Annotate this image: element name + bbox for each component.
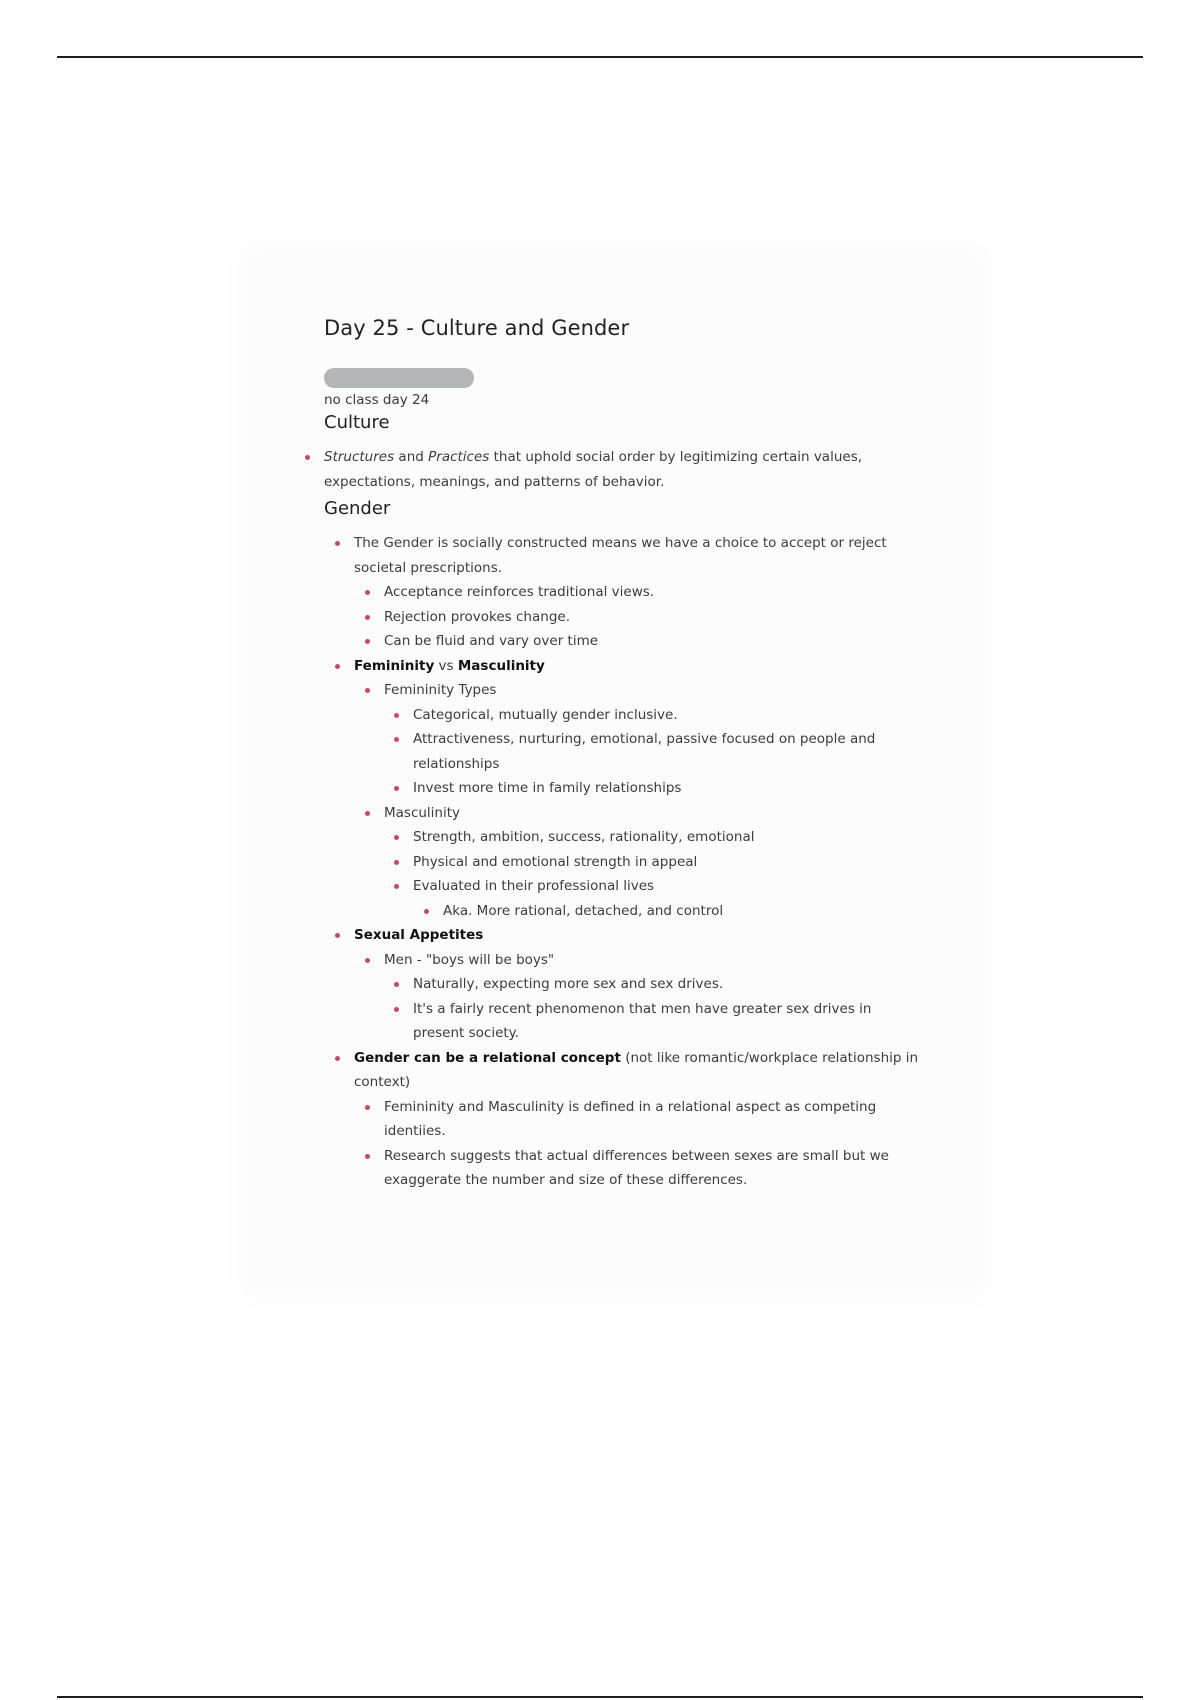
list-text: It's a fairly recent phenomenon that men have greater sex drives in present society. xyxy=(413,1000,872,1041)
bullet-icon xyxy=(365,1154,370,1159)
list-text: Men - "boys will be boys" xyxy=(384,951,555,968)
heading-gender: Gender xyxy=(324,498,391,519)
bullet-icon xyxy=(394,982,399,987)
list-item xyxy=(443,899,924,924)
bullet-icon xyxy=(394,884,399,889)
sub-list xyxy=(384,678,924,923)
list-text: Strength, ambition, success, rationality, emotional xyxy=(413,829,755,845)
bullet-icon xyxy=(365,811,370,816)
culture-list xyxy=(324,445,924,494)
list-text: Evaluated in their professional lives xyxy=(413,878,655,894)
list-item xyxy=(384,1095,924,1144)
list-item xyxy=(324,445,924,494)
list-item xyxy=(413,997,924,1046)
sub-list xyxy=(443,899,924,924)
list-item xyxy=(354,923,924,1046)
list-text: and xyxy=(394,449,429,465)
bullet-icon xyxy=(365,590,370,595)
sub-list xyxy=(384,580,924,654)
list-text: Naturally, expecting more sex and sex drives. xyxy=(413,976,724,992)
bullet-icon xyxy=(394,737,399,742)
bullet-icon xyxy=(365,639,370,644)
list-item xyxy=(354,654,924,924)
redacted-tag-pill xyxy=(324,368,474,388)
list-item xyxy=(413,825,924,850)
bullet-icon xyxy=(335,664,340,669)
list-text: The Gender is socially constructed means we have a choice to accept or reject societal prescriptions. xyxy=(354,535,887,576)
bullet-icon xyxy=(394,1007,399,1012)
heading-culture: Culture xyxy=(324,412,390,433)
emphasis-structures: Structures xyxy=(324,449,395,465)
list-text: Attractiveness, nurturing, emotional, passive focused on people and relationships xyxy=(413,731,876,772)
list-text: Aka. More rational, detached, and control xyxy=(443,902,724,919)
bullet-icon xyxy=(365,1105,370,1110)
note-title: Day 25 - Culture and Gender xyxy=(324,316,630,340)
sub-list xyxy=(413,825,924,923)
bold-masculinity: Masculinity xyxy=(457,657,545,674)
list-text: Physical and emotional strength in appeal xyxy=(413,853,698,870)
bullet-icon xyxy=(365,615,370,620)
list-item xyxy=(413,776,924,801)
bullet-icon xyxy=(335,933,340,938)
list-text: Masculinity xyxy=(384,804,461,821)
list-item xyxy=(384,580,924,605)
list-text: Invest more time in family relationships xyxy=(413,780,682,796)
bullet-icon xyxy=(424,909,429,914)
list-item xyxy=(354,1046,924,1193)
sub-list xyxy=(384,948,924,1046)
bullet-icon xyxy=(305,455,310,460)
bold-sexual-appetites: Sexual Appetites xyxy=(354,927,484,943)
list-text: Categorical, mutually gender inclusive. xyxy=(413,706,678,723)
list-item xyxy=(384,1144,924,1193)
sub-list xyxy=(413,703,924,801)
bold-femininity: Femininity xyxy=(354,657,435,674)
list-text: Can be fluid and vary over time xyxy=(384,633,599,649)
bullet-icon xyxy=(365,958,370,963)
date-note: no class day 24 xyxy=(324,392,430,408)
list-item xyxy=(413,703,924,728)
list-item xyxy=(413,727,924,776)
bullet-icon xyxy=(394,713,399,718)
bullet-icon xyxy=(335,1056,340,1061)
list-text: (not like romantic/workplace relationship in context) xyxy=(354,1049,919,1090)
list-item xyxy=(384,948,924,1046)
list-item xyxy=(413,850,924,875)
emphasis-practices: Practices xyxy=(428,449,490,465)
gender-list xyxy=(354,531,924,1193)
list-text: Rejection provokes change. xyxy=(384,608,570,625)
list-item xyxy=(413,874,924,923)
list-text: Femininity Types xyxy=(384,682,497,698)
list-item xyxy=(384,801,924,924)
bullet-icon xyxy=(394,835,399,840)
list-item xyxy=(384,629,924,654)
sub-list xyxy=(384,1095,924,1193)
list-item xyxy=(354,531,924,654)
bullet-icon xyxy=(394,786,399,791)
bold-relational-concept: Gender can be a relational concept xyxy=(354,1049,621,1066)
list-text: vs xyxy=(434,657,458,674)
list-item xyxy=(413,972,924,997)
list-text: Acceptance reinforces traditional views. xyxy=(384,584,655,600)
list-item xyxy=(384,605,924,630)
sub-list xyxy=(413,972,924,1046)
page-bottom-rule xyxy=(57,1696,1143,1698)
list-text: Research suggests that actual differences between sexes are small but we exaggerate the number and size of these differences. xyxy=(384,1147,889,1188)
bullet-icon xyxy=(335,541,340,546)
list-text: Femininity and Masculinity is defined in a relational aspect as competing identiies. xyxy=(384,1098,877,1139)
list-item xyxy=(384,678,924,801)
note-content xyxy=(324,316,924,1193)
bullet-icon xyxy=(394,860,399,865)
bullet-icon xyxy=(365,688,370,693)
list-text: that uphold social order by legitimizing certain values, expectations, meanings, and patterns of behavior. xyxy=(324,449,863,490)
page-top-rule xyxy=(57,56,1143,58)
